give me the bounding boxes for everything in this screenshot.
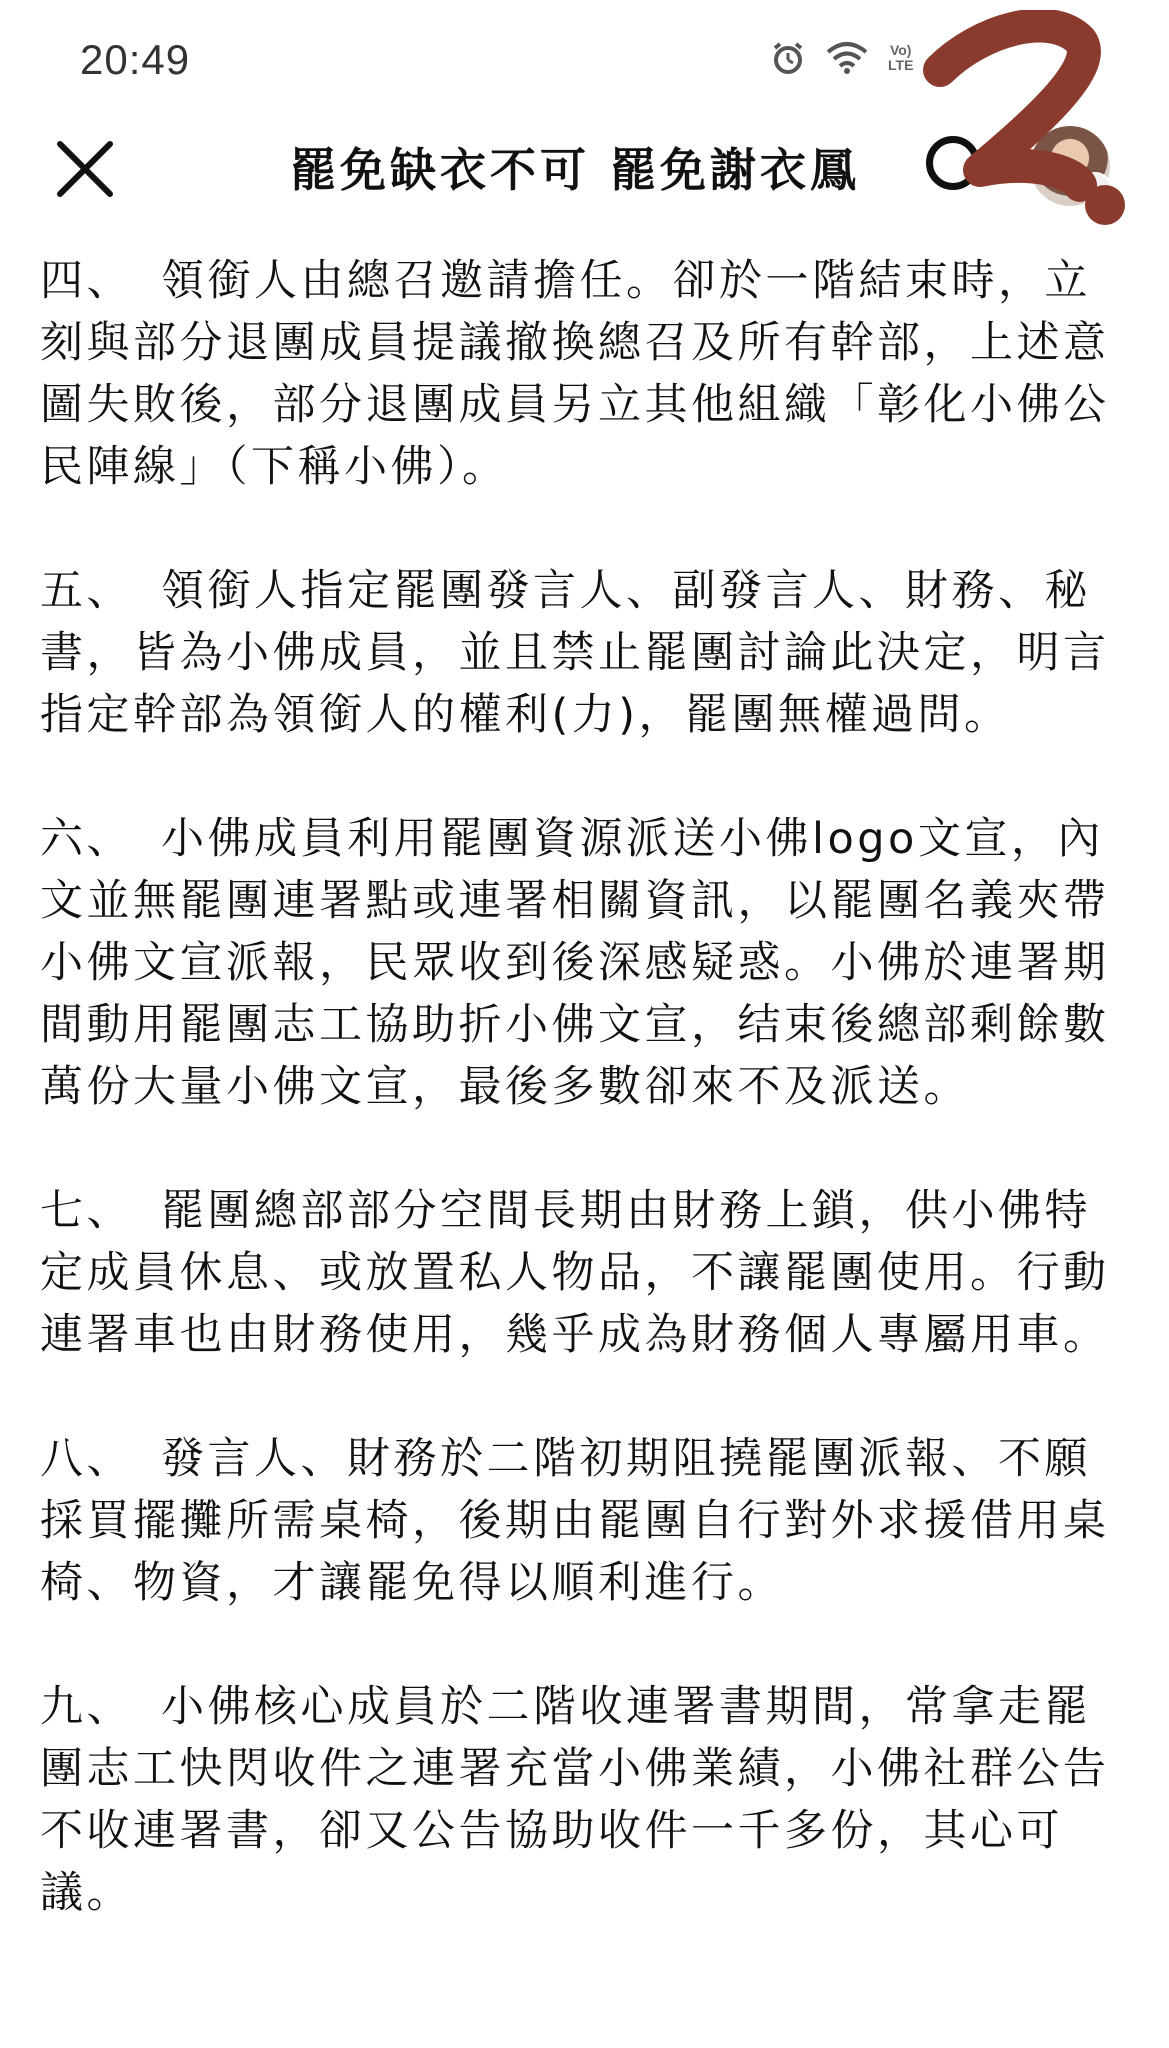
status-icons: [770, 40, 961, 76]
paragraph-text: 領銜人由總召邀請擔任。卻於一階結束時，立刻與部分退團成員提議撤換總召及所有幹部，上述意圖失敗後，部分退團成員另立其他組織「彰化小佛公民陣線」（下稱小佛）。: [40, 256, 1110, 492]
chevron-down-icon: [1080, 174, 1110, 204]
paragraph-number: 四、: [40, 256, 133, 306]
paragraph-item: [40, 560, 1130, 746]
status-bar: [0, 0, 1169, 120]
paragraph-item: [40, 250, 1130, 498]
avatar-dropdown-badge[interactable]: [1078, 172, 1112, 206]
volte-label: Vo): [889, 42, 912, 58]
loading-circle-button[interactable]: [926, 136, 980, 190]
lte-label: LTE: [888, 57, 914, 73]
article-body: [40, 250, 1130, 1986]
paragraph-number: 八、: [40, 1434, 133, 1484]
paragraph-item: [40, 1428, 1130, 1614]
volte-lte-icon: [888, 43, 913, 73]
wifi-icon: [824, 40, 870, 76]
paragraph-item: [40, 808, 1130, 1118]
paragraph-number: 五、: [40, 566, 133, 616]
signal-icon: [931, 42, 961, 74]
paragraph-number: 六、: [40, 814, 133, 864]
paragraph-text: 小佛核心成員於二階收連署書期間，常拿走罷團志工快閃收件之連署充當小佛業績，小佛社群公告不收連署書，卻又公告協助收件一千多份，其心可議。: [40, 1682, 1110, 1918]
paragraph-text: 領銜人指定罷團發言人、副發言人、財務、秘書，皆為小佛成員，並且禁止罷團討論此決定，明言指定幹部為領銜人的權利(力)，罷團無權過問。: [40, 566, 1110, 740]
paragraph-text: 小佛成員利用罷團資源派送小佛logo文宣，內文並無罷團連署點或連署相關資訊，以罷團名義夾帶小佛文宣派報，民眾收到後深感疑惑。小佛於連署期間動用罷團志工協助折小佛文宣，结束後總部剩餘數萬份大量小佛文宣，最後多數卻來不及派送。: [40, 814, 1110, 1112]
paragraph-item: [40, 1180, 1130, 1366]
page-title: 罷免缺衣不可 罷免謝衣鳳: [290, 143, 861, 197]
paragraph-number: 七、: [40, 1186, 133, 1236]
paragraph-text: 罷團總部部分空間長期由財務上鎖，供小佛特定成員休息、或放置私人物品，不讓罷團使用。行動連署車也由財務使用，幾乎成為財務個人專屬用車。: [40, 1186, 1110, 1360]
header-bar: [0, 112, 1169, 222]
paragraph-number: 九、: [40, 1682, 133, 1732]
paragraph-item: [40, 1676, 1130, 1924]
status-time: 20:49: [80, 36, 191, 83]
alarm-icon: [770, 40, 806, 76]
close-button[interactable]: [52, 136, 118, 202]
close-icon: [52, 136, 118, 202]
paragraph-text: 發言人、財務於二階初期阻撓罷團派報、不願採買擺攤所需桌椅，後期由罷團自行對外求援借用桌椅、物資，才讓罷免得以順利進行。: [40, 1434, 1110, 1608]
